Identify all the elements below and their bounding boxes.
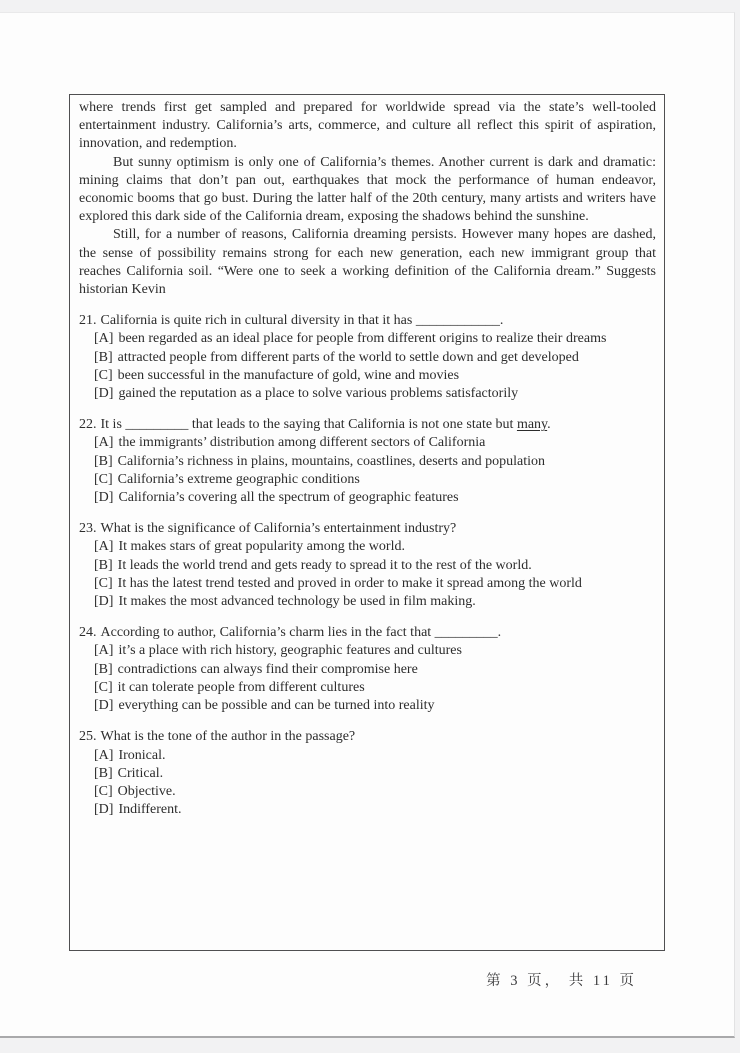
option-d — [79, 593, 656, 611]
option-label: [A] — [94, 539, 114, 555]
option-label: [D] — [94, 698, 114, 714]
option-d — [79, 697, 656, 715]
passage-paragraph: where trends first get sampled and prepared for worldwide spread via the state’s well-tooled entertainment industry. California’s arts, commerce, and culture all reflect this spirit of aspiration, innovation, and redemption. — [79, 100, 656, 152]
option-text: Objective. — [117, 783, 176, 799]
option-b — [79, 765, 656, 783]
option-label: [B] — [94, 453, 113, 469]
question-number: 23. — [79, 521, 97, 537]
option-text: California’s extreme geographic conditions — [117, 471, 360, 487]
option-b — [79, 349, 656, 367]
option-text: It leads the world trend and gets ready to spread it to the rest of the world. — [117, 557, 532, 573]
question-24 — [79, 624, 656, 715]
option-label: [D] — [94, 386, 114, 402]
option-text: been successful in the manufacture of gold, wine and movies — [117, 367, 460, 383]
option-d — [79, 801, 656, 819]
question-stem — [79, 312, 656, 330]
question-stem — [79, 520, 656, 538]
option-c — [79, 367, 656, 385]
question-text: It is _________ that leads to the saying that California is not one state but — [100, 417, 517, 433]
option-label: [D] — [94, 594, 114, 610]
option-c — [79, 471, 656, 489]
passage-paragraph: But sunny optimism is only one of California’s themes. Another current is dark and dramatic: mining claims that don’t pan out, earthquakes that mock the performance of human endeavor, economic booms that go bust. During the latter half of the 20th century, many artists and writers have explored this dark side of the California dream, exposing the shadows behind the sunshine. — [79, 154, 656, 225]
option-c — [79, 575, 656, 593]
option-c — [79, 679, 656, 697]
option-text: attracted people from different parts of the world to settle down and get developed — [117, 349, 579, 365]
question-text: According to author, California’s charm lies in the fact that _________. — [100, 625, 502, 641]
option-text: It makes stars of great popularity among the world. — [118, 539, 405, 555]
option-b — [79, 453, 656, 471]
option-d — [79, 489, 656, 507]
option-label: [C] — [94, 783, 113, 799]
option-a — [79, 330, 656, 348]
option-d — [79, 385, 656, 403]
page-number-footer: 第 3 页， 共 11 页 — [486, 973, 637, 989]
option-label: [B] — [94, 557, 113, 573]
option-c — [79, 783, 656, 801]
option-text: Indifferent. — [118, 802, 182, 818]
option-label: [C] — [94, 471, 113, 487]
option-text: been regarded as an ideal place for people from different origins to realize their dreams — [118, 331, 607, 347]
option-label: [A] — [94, 435, 114, 451]
question-number: 21. — [79, 313, 97, 329]
option-label: [B] — [94, 661, 113, 677]
option-text: California’s richness in plains, mountains, coastlines, deserts and population — [117, 453, 545, 469]
option-a — [79, 538, 656, 556]
question-text: California is quite rich in cultural diversity in that it has ____________. — [100, 313, 504, 329]
option-text: It has the latest trend tested and proved in order to make it spread among the world — [117, 575, 582, 591]
option-text: It makes the most advanced technology be used in film making. — [118, 594, 476, 610]
option-text: contradictions can always find their compromise here — [117, 661, 418, 677]
question-25 — [79, 728, 656, 819]
question-number: 22. — [79, 417, 97, 433]
option-text: Ironical. — [118, 747, 166, 763]
question-23 — [79, 520, 656, 611]
passage-paragraph: Still, for a number of reasons, California dreaming persists. However many hopes are dashed, the sense of possibility remains strong for each new generation, each new immigrant group that reaches California soil. “Were one to seek a working definition of the California dream.” Suggests historian Kevin — [79, 227, 656, 298]
question-22 — [79, 416, 656, 507]
question-stem — [79, 416, 656, 434]
option-b — [79, 557, 656, 575]
document-page — [0, 12, 735, 1038]
option-label: [B] — [94, 349, 113, 365]
option-a — [79, 747, 656, 765]
passage-box — [69, 94, 665, 951]
option-text: it can tolerate people from different cultures — [117, 679, 365, 695]
option-label: [B] — [94, 765, 113, 781]
option-text: Critical. — [117, 765, 164, 781]
option-text: the immigrants’ distribution among different sectors of California — [118, 435, 486, 451]
question-text-tail: . — [547, 417, 551, 433]
option-label: [C] — [94, 367, 113, 383]
option-label: [C] — [94, 575, 113, 591]
question-stem — [79, 624, 656, 642]
option-text: California’s covering all the spectrum of geographic features — [118, 490, 459, 506]
option-label: [D] — [94, 490, 114, 506]
option-text: it’s a place with rich history, geographic features and cultures — [118, 643, 462, 659]
option-a — [79, 434, 656, 452]
question-stem — [79, 728, 656, 746]
option-label: [C] — [94, 679, 113, 695]
option-label: [A] — [94, 331, 114, 347]
question-text: What is the significance of California’s entertainment industry? — [100, 521, 457, 537]
option-text: gained the reputation as a place to solve various problems satisfactorily — [118, 386, 519, 402]
question-text: What is the tone of the author in the passage? — [100, 729, 356, 745]
option-text: everything can be possible and can be turned into reality — [118, 698, 435, 714]
option-b — [79, 661, 656, 679]
option-label: [A] — [94, 747, 114, 763]
option-label: [A] — [94, 643, 114, 659]
question-21 — [79, 312, 656, 403]
option-a — [79, 642, 656, 660]
question-number: 25. — [79, 729, 97, 745]
option-label: [D] — [94, 802, 114, 818]
question-text-underlined: many — [516, 417, 548, 433]
question-number: 24. — [79, 625, 97, 641]
